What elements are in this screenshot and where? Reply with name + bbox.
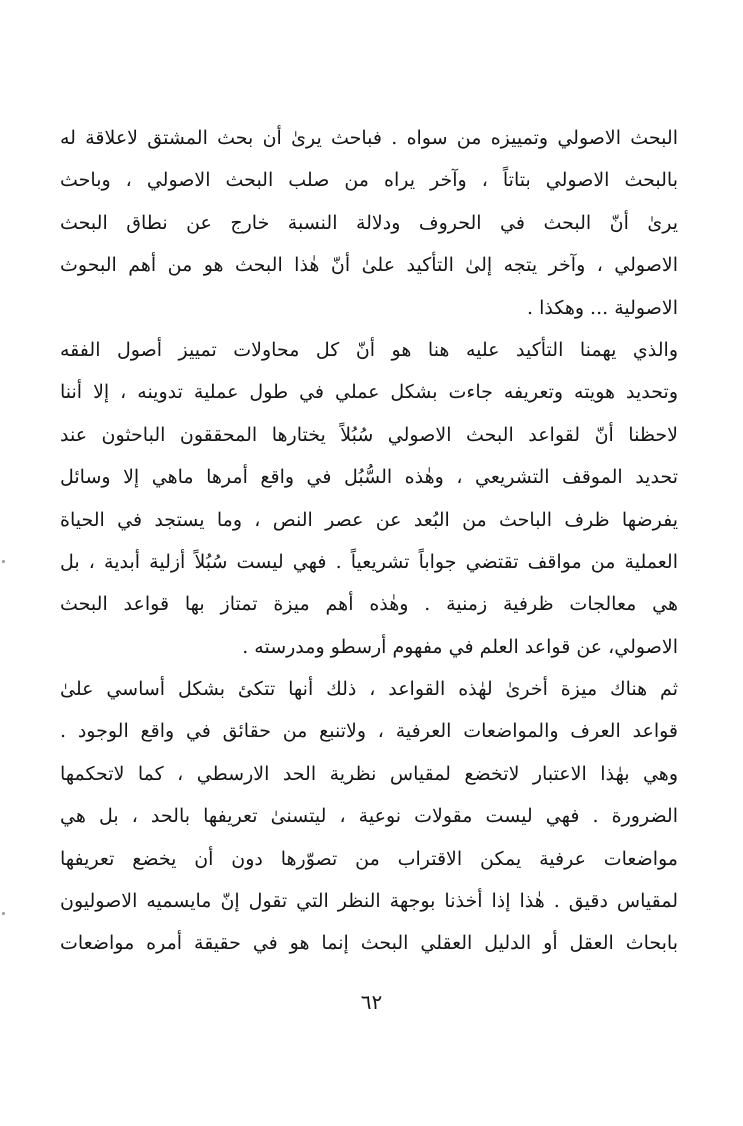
text-line: الاصولي، عن قواعد العلم في مفهوم أرسطو ومدرسته . [242,635,678,658]
text-line: والذي يهمنا التأكيد عليه هنا هو أنّ كل محاولات تمييز أصول الفقه [60,338,678,361]
text-line: بالبحث الاصولي بتاتاً ، وآخر يراه من صلب البحث الاصولي ، وباحث [60,169,678,192]
body-text [60,117,678,965]
text-line: تحديد الموقف التشريعي ، وهٰذه السُّبُل في واقع أمرها ماهي إلا وسائل [60,466,678,489]
text-line: العملية من مواقف تقتضي جواباً تشريعياً . فهي ليست سُبُلاً أزلية أبدية ، بل [60,550,678,573]
scan-speck [2,912,5,915]
text-line: هي معالجات ظرفية زمنية . وهٰذه أهم ميزة تمتاز بها قواعد البحث [60,593,678,616]
text-line: بابحاث العقل أو الدليل العقلي البحث إنما هو في حقيقة أمره مواضعات [60,932,678,955]
text-line: مواضعات عرفية يمكن الاقتراب من تصوّرها دون أن يخضع تعريفها [60,847,678,870]
text-line: لاحظنا أنّ لقواعد البحث الاصولي سُبُلاً يختارها المحققون الباحثون عند [60,423,678,446]
text-line: وهي بهٰذا الاعتبار لاتخضع لمقياس نظرية الحد الارسطي ، كما لاتحكمها [60,762,678,785]
page-number: ٦٢ [360,990,383,1014]
text-line: لمقياس دقيق . هٰذا إذا أخذنا بوجهة النظر التي تقول إنّ مايسميه الاصوليون [60,890,678,913]
text-line: وتحديد هويته وتعريفه جاءت بشكل عملي في طول عملية تدوينه ، إلا أننا [60,381,678,404]
text-line: يفرضها ظرف الباحث من البُعد عن عصر النص ، وما يستجد في الحياة [60,508,678,531]
scan-speck [2,560,5,563]
text-line: البحث الاصولي وتمييزه من سواه . فباحث يرىٰ أن بحث المشتق لاعلاقة له [60,127,678,149]
text-line: قواعد العرف والمواضعات العرفية ، ولاتنبع من حقائق في واقع الوجود . [60,720,678,743]
text-line: يرىٰ أنّ البحث في الحروف ودلالة النسبة خارج عن نطاق البحث [60,211,678,234]
text-line: الاصولية ... وهكذا . [527,296,678,319]
text-line: ثم هناك ميزة أخرىٰ لهٰذه القواعد ، ذلك أنها تتكئ بشكل أساسي علىٰ [60,678,678,701]
text-line: الاصولي ، وآخر يتجه إلىٰ التأكيد علىٰ أنّ هٰذا البحث هو من أهم البحوث [60,254,678,277]
text-line: الضرورة . فهي ليست مقولات نوعية ، ليتسنىٰ تعريفها بالحد ، بل هي [60,805,678,828]
